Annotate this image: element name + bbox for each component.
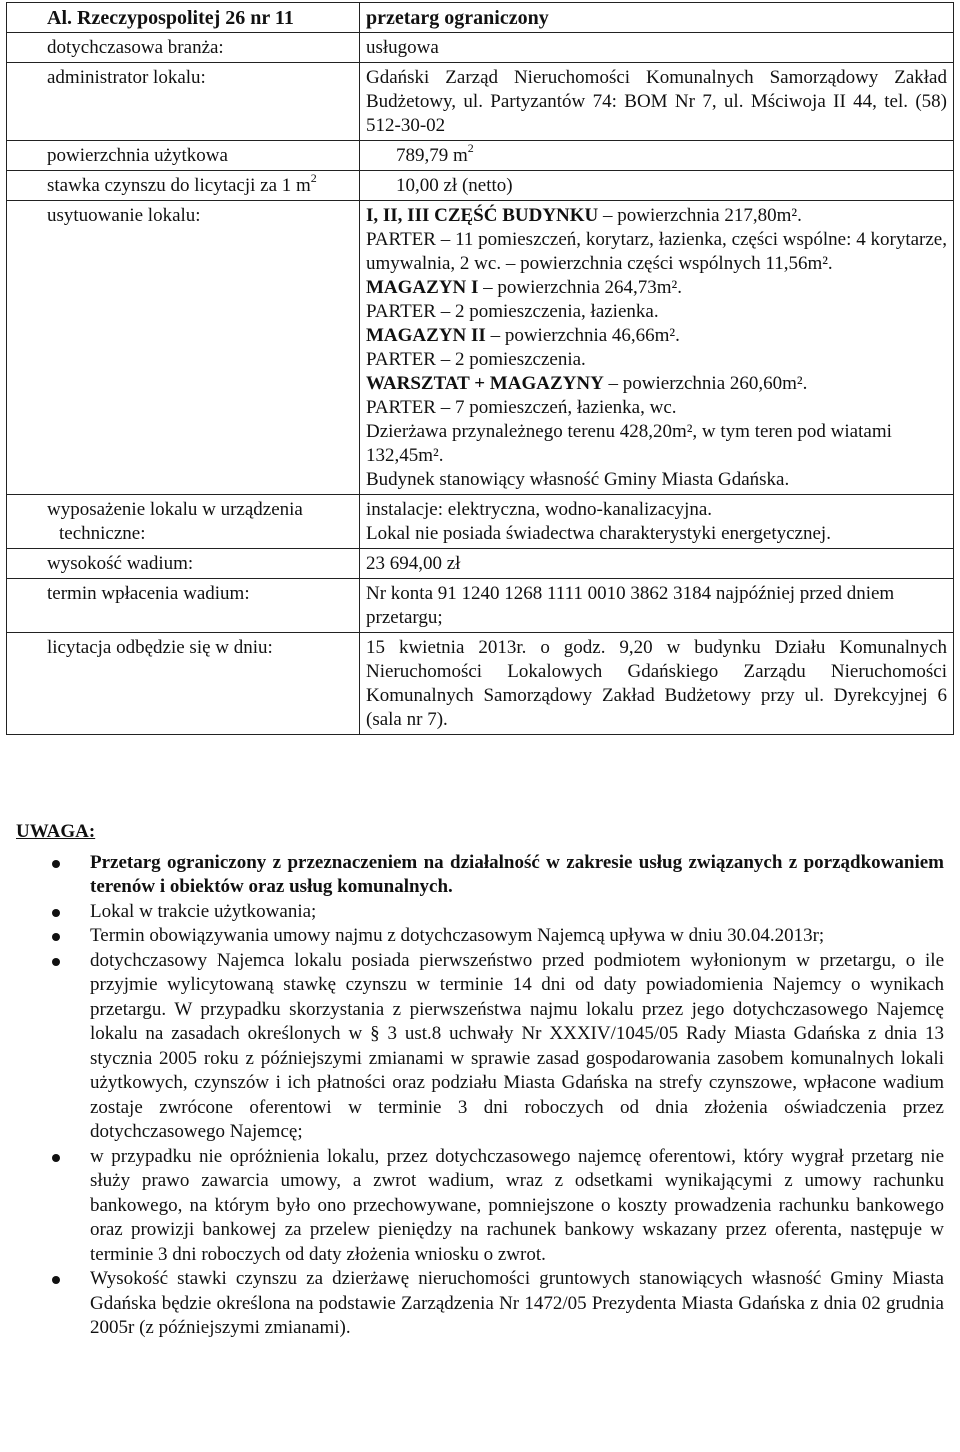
table-row: [7, 633, 954, 735]
location-line-text: – powierzchnia 217,80m².: [598, 205, 802, 226]
table-row: [7, 33, 954, 63]
row-number: [13, 498, 47, 522]
row-number: [13, 144, 47, 168]
row-label-cell: [7, 549, 360, 579]
list-item: [16, 1145, 944, 1268]
list-item: [16, 1267, 944, 1341]
row-label: wyposażenie lokalu w urządzenia techniczne:: [47, 499, 303, 544]
row-label-cell: [7, 63, 360, 141]
notes-list: [16, 851, 944, 1341]
row-label-cell: [7, 579, 360, 633]
location-line: [366, 348, 947, 372]
row-number: [13, 204, 47, 228]
notes-section: [16, 820, 944, 1341]
location-line-bold: MAGAZYN I: [366, 277, 479, 298]
row-label: licytacja odbędzie się w dniu:: [47, 637, 273, 658]
property-address: Al. Rzeczypospolitej 26 nr 11: [47, 7, 294, 29]
row-value-cell: [360, 141, 954, 171]
location-line-bold: MAGAZYN II: [366, 325, 486, 346]
row-number: [13, 552, 47, 576]
row-number: [13, 636, 47, 660]
list-item-text: Wysokość stawki czynszu za dzierżawę nieruchomości gruntowych stanowiących własność Gminy Miasta Gdańska będzie określona na podstawie Zarządzenia Nr 1472/05 Prezydenta Miasta Gdańska z dnia 02 grudnia 2005r (z późniejszymi zmianami).: [90, 1268, 944, 1338]
row-value: 15 kwietnia 2013r. o godz. 9,20 w budynku Działu Komunalnych Nieruchomości Lokalowych Gdańskiego Zarządu Nieruchomości Komunalnych Samorządowy Zakład Budżetowy przy ul. Dyrekcyjnej 6 (sala nr 7).: [360, 633, 954, 735]
list-item-text: Lokal w trakcie użytkowania;: [90, 900, 317, 922]
table-row: [7, 63, 954, 141]
location-line-bold: I, II, III CZĘŚĆ BUDYNKU: [366, 205, 599, 226]
table-row: [7, 171, 954, 201]
table-row: [7, 549, 954, 579]
table-row: [7, 579, 954, 633]
location-line: [366, 228, 947, 276]
location-line-bold: WARSZTAT + MAGAZYNY: [366, 373, 604, 394]
row-number: [13, 582, 47, 606]
table-row: [7, 201, 954, 495]
row-label-cell: [7, 201, 360, 495]
location-line: [366, 396, 947, 420]
row-label-sup: 2: [310, 170, 317, 185]
location-line: [366, 468, 947, 492]
bullet-icon: [52, 1276, 60, 1284]
row-label: stawka czynszu do licytacji za 1 m: [47, 175, 311, 196]
row-label: usytuowanie lokalu:: [47, 205, 201, 226]
row-label-cell: [7, 141, 360, 171]
list-item: [16, 949, 944, 1145]
location-line-text: – powierzchnia 264,73m².: [478, 277, 682, 298]
bullet-icon: [52, 958, 60, 966]
table-row: [7, 141, 954, 171]
table-row: [7, 495, 954, 549]
row-value-sup: 2: [467, 140, 474, 155]
list-item-text: w przypadku nie opróżnienia lokalu, przez dotychczasowego najemcę oferentowi, który wygrał przetarg nie służy prawo zawarcia umowy, a zwrot wadium, wraz z odsetkami wynikającymi z umowy rachunku bankowego, na którym było ono przechowywane, pomniejszone o koszty prowadzenia rachunku bankowego oraz prowizji bankowej za przelew pieniędzy na rachunek bankowy wskazany przez oferenta, następuje w terminie 3 dni roboczych od daty złożenia wniosku o zwrot.: [90, 1145, 944, 1265]
row-value: 23 694,00 zł: [360, 549, 954, 579]
bullet-icon: [52, 860, 60, 868]
location-line-text: Budynek stanowiący własność Gminy Miasta Gdańska.: [366, 469, 790, 490]
row-label: dotychczasowa branża:: [47, 37, 224, 58]
list-item-text: dotychczasowy Najemca lokalu posiada pierwszeństwo przed podmiotem wyłonionym w przetargu, o ile przyjmie wylicytowaną stawkę czynszu w terminie 14 dni od daty powiadomienia Najemcy o wynikach przetargu. W przypadku skorzystania z pierwszeństwa najmu lokalu przez jego dotychczasowego Najemcę lokalu na zasadach określonych w § 3 ust.8 uchwały Nr XXXIV/1045/05 Rady Miasta Gdańska z dnia 13 stycznia 2005 roku z późniejszymi zmianami w sprawie zasad gospodarowania zasobem komunalnych lokali użytkowych, czynszów i ich płatności oraz podziału Miasta Gdańska na strefy czynszowe, wpłacone wadium zostaje zwrócone oferentowi w terminie 3 dni roboczych od dnia złożenia oświadczenia przez dotychczasowego Najemcę;: [90, 949, 944, 1142]
list-item: [16, 851, 944, 900]
location-line: [366, 300, 947, 324]
location-line: [366, 324, 947, 348]
table-header-row: [7, 3, 954, 33]
location-line: [366, 372, 947, 396]
row-value-cell: [360, 495, 954, 549]
location-line-text: – powierzchnia 46,66m².: [485, 325, 680, 346]
property-table: [6, 2, 954, 735]
row-value: [360, 171, 954, 201]
row-label-cell: [7, 633, 360, 735]
row-number: [13, 174, 47, 198]
list-item: [16, 900, 944, 925]
bullet-icon: [52, 909, 60, 917]
location-line-text: PARTER – 7 pomieszczeń, łazienka, wc.: [366, 397, 677, 418]
row-label: termin wpłacenia wadium:: [47, 583, 250, 604]
property-address-cell: [7, 3, 360, 33]
tender-type: przetarg ograniczony: [360, 3, 954, 33]
row-value: Gdański Zarząd Nieruchomości Komunalnych Samorządowy Zakład Budżetowy, ul. Partyzantów 74: BOM Nr 7, ul. Mściwoja II 44, tel. (58) 512-30-02: [360, 63, 954, 141]
location-details: [360, 201, 954, 495]
list-item: [16, 924, 944, 949]
row-value: 789,79 m: [396, 145, 468, 166]
row-value: usługowa: [360, 33, 954, 63]
property-number: [13, 6, 47, 30]
row-number: [13, 66, 47, 90]
notes-title: UWAGA:: [16, 821, 96, 842]
location-line-text: PARTER – 2 pomieszczenia, łazienka.: [366, 301, 659, 322]
list-item-text: Przetarg ograniczony z przeznaczeniem na działalność w zakresie usług związanych z porządkowaniem terenów i obiektów oraz usług komunalnych.: [90, 851, 944, 897]
row-value: instalacje: elektryczna, wodno-kanalizacyjna.: [366, 499, 713, 520]
row-label-cell: [7, 33, 360, 63]
location-line-text: – powierzchnia 260,60m².: [603, 373, 808, 394]
row-label: wysokość wadium:: [47, 553, 194, 574]
location-line-text: PARTER – 11 pomieszczeń, korytarz, łazienka, części wspólne: 4 korytarze, umywalnia, 2 wc. – powierzchnia części wspólnych 11,56m².: [366, 229, 947, 274]
row-label: powierzchnia użytkowa: [47, 145, 228, 166]
bullet-icon: [52, 1154, 60, 1162]
row-label-cell: [7, 495, 360, 549]
row-label: administrator lokalu:: [47, 67, 206, 88]
location-line-text: Dzierżawa przynależnego terenu 428,20m², w tym teren pod wiatami 132,45m².: [366, 421, 892, 466]
bullet-icon: [52, 933, 60, 941]
location-line: [366, 204, 947, 228]
row-value-secondary: Lokal nie posiada świadectwa charakterystyki energetycznej.: [366, 523, 831, 544]
location-line: [366, 420, 947, 468]
list-item-text: Termin obowiązywania umowy najmu z dotychczasowym Najemcą upływa w dniu 30.04.2013r;: [90, 925, 825, 946]
row-value: Nr konta 91 1240 1268 1111 0010 3862 3184 najpóźniej przed dniem przetargu;: [360, 579, 954, 633]
row-value-text: 10,00 zł (netto): [396, 175, 513, 196]
row-label-cell: [7, 171, 360, 201]
location-line: [366, 276, 947, 300]
location-line-text: PARTER – 2 pomieszczenia.: [366, 349, 586, 370]
row-number: [13, 36, 47, 60]
